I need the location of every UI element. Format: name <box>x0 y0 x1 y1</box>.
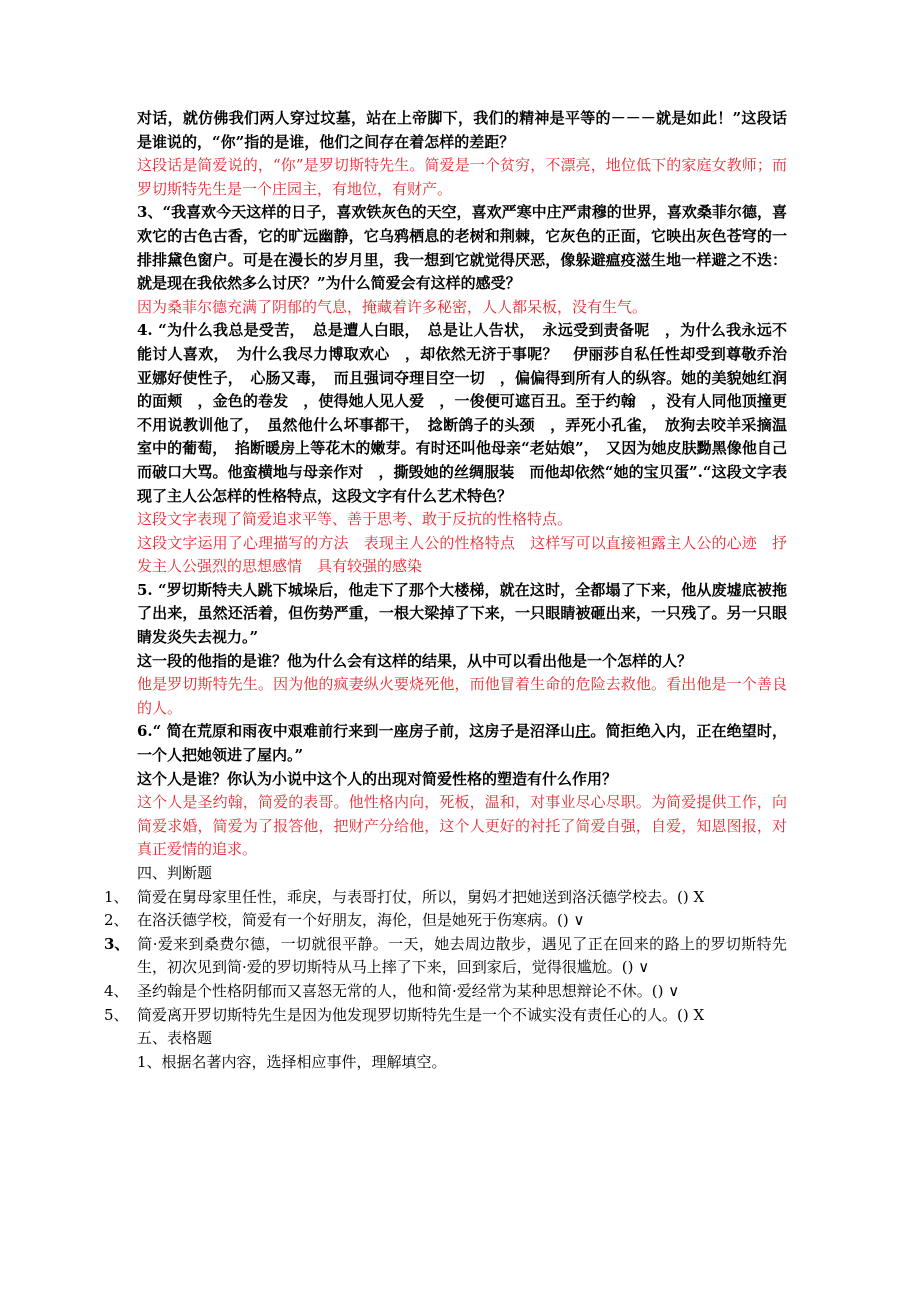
question-6-passage <box>137 720 787 767</box>
true-false-item <box>104 1004 787 1028</box>
item-text: 在洛沃德学校，简爱有一个好朋友，海伦，但是她死于伤寒病。() ∨ <box>137 911 585 930</box>
answer-4-part-1: 这段文字表现了简爱追求平等、善于思考、敢于反抗的性格特点。 <box>137 510 573 529</box>
table-question-1: 1、根据名著内容，选择相应事件，理解填空。 <box>137 1052 447 1071</box>
question-6-text-b: 。简拒绝入内，正在绝望时，一个人把她领进了屋内。” <box>137 722 787 765</box>
answer-3: 因为桑菲尔德充满了阴郁的气息，掩藏着许多秘密，人人都呆板，没有生气。 <box>137 297 648 316</box>
question-5-prompt: 这一段的他指的是谁？他为什么会有这样的结果，从中可以看出他是一个怎样的人？ <box>137 651 693 670</box>
item-text: 简爱离开罗切斯特先生是因为他发现罗切斯特先生是一个不诚实没有责任心的人。() X <box>137 1005 705 1024</box>
question-2-continued: 对话，就仿佛我们两人穿过坟墓，站在上帝脚下，我们的精神是平等的－－－就是如此！”这段话是谁说的，“你”指的是谁，他们之间存在着怎样的差距？ <box>137 109 787 151</box>
item-text: 圣约翰是个性格阴郁而又喜怒无常的人，他和简·爱经常为某种思想辩论不休。() ∨ <box>137 981 680 1000</box>
true-false-item <box>104 909 787 933</box>
true-false-item <box>104 933 787 980</box>
answer-4-part-2: 这段文字运用了心理描写的方法 表现主人公的性格特点 这样写可以直接袒露主人公的心迹 抒发主人公强烈的思想感情 具有较强的感染 <box>137 533 787 576</box>
true-false-item <box>104 886 787 910</box>
section-heading-true-false: 四、判断题 <box>137 864 213 882</box>
item-number: 2、 <box>104 911 129 930</box>
answer-5: 他是罗切斯特先生。因为他的疯妻纵火要烧死他，而他冒着生命的危险去救他。看出他是一个善良的人。 <box>137 675 787 717</box>
true-false-item <box>104 980 787 1004</box>
question-6-underlined: 庄 <box>575 722 591 741</box>
item-number: 4、 <box>104 981 129 1000</box>
question-4: 4. “为什么我总是受苦， 总是遭人白眼， 总是让人告状， 永远受到责备呢 ，为什么我永远不能讨人喜欢， 为什么我尽力博取欢心 ，却依然无济于事呢？ 伊丽莎自私任性却受到尊敬乔治亚娜好使性子， 心肠又毒， 而且强词夺理目空一切 ，偏偏得到所有人的纵容。她的美貌她红润的面颊 ，金色的卷发 ，使得她人见人爱 ，一俊便可遮百丑。至于约翰 ，没有人同他顶撞更不用说教训他了， 虽然他什么坏事都干， 捻断鸽子的头颈 ，弄死小孔雀， 放狗去咬羊采摘温室中的葡萄， 掐断暖房上等花木的嫩芽。有时还叫他母亲“老姑娘”， 又因为她皮肤黝黑像他自己而破口大骂。他蛮横地与母亲作对 ，撕毁她的丝绸服装 而他却依然“她的宝贝蛋”.“这段文字表现了主人公怎样的性格特点，这段文字有什么艺术特色？ <box>137 321 787 505</box>
item-number: 5、 <box>104 1005 129 1024</box>
question-6-text-a: 6.“ 简在荒原和雨夜中艰难前行来到一座房子前，这房子是沼泽山 <box>137 722 576 741</box>
question-6-prompt: 这个人是谁？你认为小说中这个人的出现对简爱性格的塑造有什么作用？ <box>137 769 618 788</box>
true-false-list <box>104 886 787 1028</box>
item-number: 3、 <box>104 934 130 953</box>
document-body <box>104 107 787 1074</box>
answer-6: 这个人是圣约翰，简爱的表哥。他性格内向，死板，温和，对事业尽心尽职。为简爱提供工作，向简爱求婚，简爱为了报答他，把财产分给他，这个人更好的衬托了简爱自强，自爱，知恩图报，对真正爱情的追求。 <box>137 793 787 859</box>
section-heading-table: 五、表格题 <box>137 1029 213 1048</box>
item-text: 简爱在舅母家里任性，乖戾，与表哥打仗，所以，舅妈才把她送到洛沃德学校去。() X <box>137 887 705 906</box>
question-5-passage: 5. “罗切斯特夫人跳下城垛后，他走下了那个大楼梯，就在这时，全都塌了下来，他从废墟底被拖了出来，虽然还活着，但伤势严重，一根大梁掉了下来，一只眼睛被砸出来，一只残了。另一只眼睛发炎失去视力。” <box>137 580 787 647</box>
question-3: 3、“我喜欢今天这样的日子，喜欢铁灰色的天空，喜欢严寒中庄严肃穆的世界，喜欢桑菲尔德，喜欢它的古色古香，它的旷远幽静，它乌鸦栖息的老树和荆棘，它灰色的正面，它映出灰色苍穹的一排排黛色窗户。可是在漫长的岁月里，我一想到它就觉得厌恶，像躲避瘟疫滋生地一样避之不迭：就是现在我依然多么讨厌？”为什么简爱会有这样的感受？ <box>137 203 787 293</box>
item-text: 简·爱来到桑费尔德，一切就很平静。一天，她去周边散步，遇见了正在回来的路上的罗切斯特先生，初次见到简·爱的罗切斯特从马上摔了下来，回到家后，觉得很尴尬。() ∨ <box>137 934 787 977</box>
item-number: 1、 <box>104 887 129 906</box>
answer-2: 这段话是简爱说的，“你”是罗切斯特先生。简爱是一个贫穷，不漂亮，地位低下的家庭女教师；而罗切斯特先生是一个庄园主，有地位，有财产。 <box>137 156 787 198</box>
